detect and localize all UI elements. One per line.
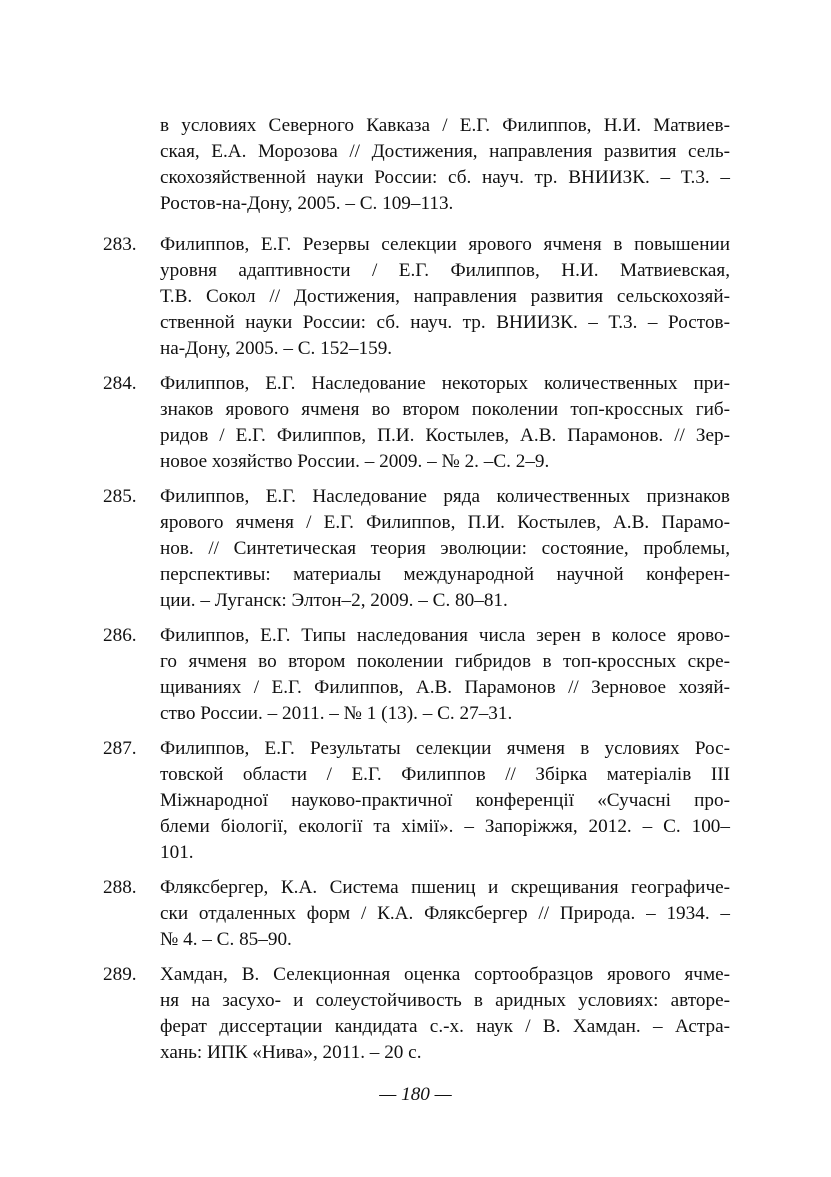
entry-number: 284. [103, 373, 137, 394]
entry-line: ридов / Е.Г. Филиппов, П.И. Костылев, А.В. Парамонов. // Зер- [160, 425, 730, 446]
entry-number: 289. [103, 964, 137, 985]
entry-line: блеми біології, екології та хімії». – Запоріжжя, 2012. – С. 100– [160, 816, 730, 837]
entry-line: нов. // Синтетическая теория эволюции: состояние, проблемы, [160, 538, 730, 559]
entry-line: ции. – Луганск: Элтон–2, 2009. – С. 80–81. [160, 590, 508, 611]
entry-line: Филиппов, Е.Г. Наследование ряда количественных признаков [160, 486, 730, 507]
entry-line: Хамдан, В. Селекционная оценка сортообразцов ярового ячме- [160, 964, 730, 985]
entry-line: ски отдаленных форм / К.А. Фляксбергер // Природа. – 1934. – [160, 903, 730, 924]
entry-line: перспективы: материалы международной научной конферен- [160, 564, 730, 585]
entry-line: Т.В. Сокол // Достижения, направления развития сельскохозяй- [160, 286, 730, 307]
entry-line: уровня адаптивности / Е.Г. Филиппов, Н.И. Матвиевская, [160, 260, 730, 281]
continuation-line: в условиях Северного Кавказа / Е.Г. Филиппов, Н.И. Матвиев- [160, 115, 730, 136]
entry-line: ферат диссертации кандидата с.-х. наук / В. Хамдан. – Астра- [160, 1016, 730, 1037]
entry-line: ярового ячменя / Е.Г. Филиппов, П.И. Костылев, А.В. Парамо- [160, 512, 730, 533]
continuation-line: ская, Е.А. Морозова // Достижения, направления развития сель- [160, 141, 730, 162]
entry-line: ня на засухо- и солеустойчивость в аридных условиях: автоpe- [160, 990, 730, 1011]
entry-line: Филиппов, Е.Г. Резервы селекции ярового ячменя в повышении [160, 234, 730, 255]
entry-line: хань: ИПК «Нива», 2011. – 20 с. [160, 1042, 422, 1063]
entry-line: 101. [160, 842, 194, 863]
entry-line: знаков ярового ячменя во втором поколении топ-кроссных гиб- [160, 399, 730, 420]
entry-line: Фляксбергер, К.А. Система пшениц и скрещивания географиче- [160, 877, 730, 898]
entry-line: на-Дону, 2005. – С. 152–159. [160, 338, 393, 359]
entry-number: 288. [103, 877, 137, 898]
entry-line: Филиппов, Е.Г. Типы наследования числа зерен в колосе ярово- [160, 625, 730, 646]
entry-number: 283. [103, 234, 137, 255]
continuation-line: Ростов-на-Дону, 2005. – С. 109–113. [160, 193, 454, 214]
entry-line: Міжнародної науково-практичної конференції «Сучасні про- [160, 790, 730, 811]
entry-line: Филиппов, Е.Г. Наследование некоторых количественных при- [160, 373, 730, 394]
entry-line: № 4. – С. 85–90. [160, 929, 292, 950]
entry-line: товской области / Е.Г. Филиппов // Збірка матеріалів III [160, 764, 730, 785]
entry-line: новое хозяйство России. – 2009. – № 2. –С. 2–9. [160, 451, 550, 472]
page-number: — 180 — [379, 1084, 452, 1105]
entry-line: Филиппов, Е.Г. Результаты селекции ячменя в условиях Рос- [160, 738, 730, 759]
entry-line: щиваниях / Е.Г. Филиппов, А.В. Парамонов // Зерновое хозяй- [160, 677, 730, 698]
entry-number: 285. [103, 486, 137, 507]
entry-number: 286. [103, 625, 137, 646]
entry-number: 287. [103, 738, 137, 759]
entry-line: ственной науки России: сб. науч. тр. ВНИИЗК. – Т.3. – Ростов- [160, 312, 730, 333]
entry-line: го ячменя во втором поколении гибридов в топ-кроссных скре- [160, 651, 730, 672]
entry-line: ство России. – 2011. – № 1 (13). – С. 27–31. [160, 703, 513, 724]
continuation-line: скохозяйственной науки России: сб. науч. тр. ВНИИЗК. – Т.3. – [160, 167, 730, 188]
